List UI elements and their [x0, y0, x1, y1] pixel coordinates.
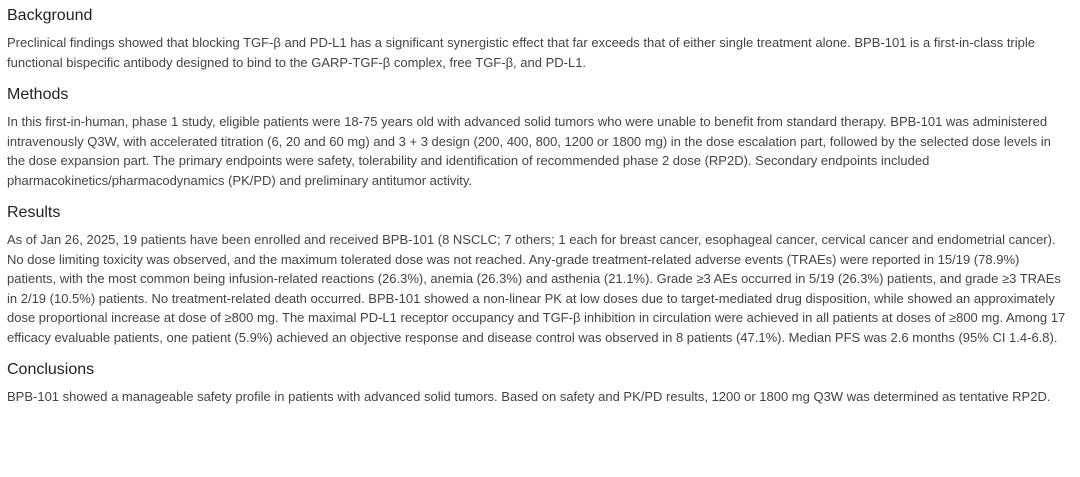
conclusions-heading: Conclusions	[7, 361, 95, 378]
methods-section	[7, 84, 1072, 190]
conclusions-text: BPB-101 showed a manageable safety profile in patients with advanced solid tumors. Based on safety and PK/PD results, 1200 or 1800 mg Q3W was determined as tentative RP2D.	[7, 389, 1051, 404]
results-heading: Results	[7, 204, 61, 221]
results-section	[7, 202, 1072, 347]
background-text: Preclinical findings showed that blocking TGF-β and PD-L1 has a significant synergistic effect that far exceeds that of either single treatment alone. BPB-101 is a first-in-class triple functional bispecific antibody designed to bind to the GARP-TGF-β complex, free TGF-β, and PD-L1.	[7, 35, 1035, 70]
background-heading: Background	[7, 7, 93, 24]
background-section	[7, 5, 1072, 72]
methods-heading: Methods	[7, 86, 69, 103]
methods-text: In this first-in-human, phase 1 study, eligible patients were 18-75 years old with advanced solid tumors who were unable to benefit from standard therapy. BPB-101 was administered intravenously Q3W, with accelerated titration (6, 20 and 60 mg) and 3 + 3 design (200, 400, 800, 1200 or 1800 mg) in the dose escalation part, followed by the selected dose levels in the dose expansion part. The primary endpoints were safety, tolerability and identification of recommended phase 2 dose (RP2D). Secondary endpoints included pharmacokinetics/pharmacodynamics (PK/PD) and preliminary antitumor activity.	[7, 114, 1051, 188]
conclusions-section	[7, 359, 1072, 407]
results-text: As of Jan 26, 2025, 19 patients have been enrolled and received BPB-101 (8 NSCLC; 7 others; 1 each for breast cancer, esophageal cancer, cervical cancer and endometrial cancer). No dose limiting toxicity was observed, and the maximum tolerated dose was not reached. Any-grade treatment-related adverse events (TRAEs) were reported in 15/19 (78.9%) patients, with the most common being infusion-related reactions (26.3%), anemia (26.3%) and asthenia (21.1%). Grade ≥3 AEs occurred in 5/19 (26.3%) patients, and grade ≥3 TRAEs in 2/19 (10.5%) patients. No treatment-related death occurred. BPB-101 showed a non-linear PK at low doses due to target-mediated drug disposition, while showed an approximately dose proportional increase at dose of ≥800 mg. The maximal PD-L1 receptor occupancy and TGF-β inhibition in circulation were achieved in all patients at doses of ≥800 mg. Among 17 efficacy evaluable patients, one patient (5.9%) achieved an objective response and disease control was observed in 8 patients (47.1%). Median PFS was 2.6 months (95% CI 1.4-6.8).	[7, 232, 1066, 345]
